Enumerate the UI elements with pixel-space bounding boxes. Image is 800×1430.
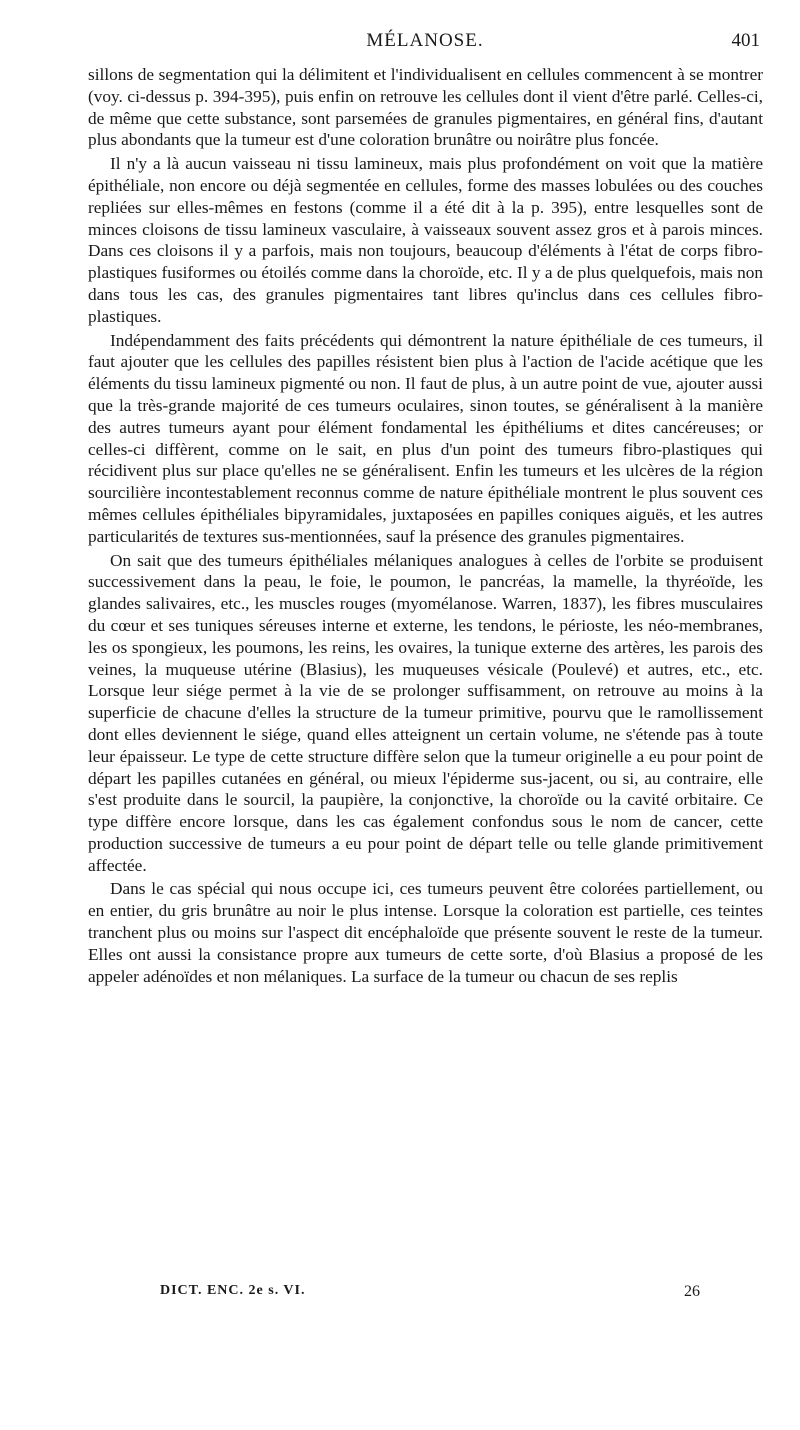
paragraph: On sait que des tumeurs épithéliales mélaniques analogues à celles de l'orbite se produisent successivement dans la peau, le foie, le poumon, le pancréas, la mamelle, la thyréoïde, les glandes salivaires, etc., les muscles rouges (myomélanose. Warren, 1837), les fibres musculaires du cœur et ses tuniques séreuses interne et externe, les tendons, le périoste, les néo-membranes, les os spongieux, les poumons, les reins, les ovaires, la tunique externe des artères, les parois des veines, la muqueuse utérine (Blasius), les muqueuses vésicale (Poulevé) et autres, etc., etc. Lorsque leur siége permet à la vie de se prolonger suffisamment, on retrouve au moins à la superficie de chacune d'elles la structure de la tumeur primitive, pourvu que le ramollissement dont elles deviennent le siége, quand elles atteignent un certain volume, ne s'étende pas à toute leur épaisseur. Le type de cette structure diffère selon que la tumeur originelle a eu pour point de départ les papilles cutanées en général, ou mieux l'épiderme sus-jacent, ou si, au contraire, elle s'est produite dans le sourcil, la paupière, la conjonctive, la choroïde ou la cavité orbitaire. Ce type diffère encore lorsque, dans les cas également confondus sous le nom de cancer, cette production successive de tumeurs a eu pour point de départ telle ou telle glande primitivement affectée. [88,550,763,875]
paragraph: Il n'y a là aucun vaisseau ni tissu lamineux, mais plus profondément on voit que la matière épithéliale, non encore ou déjà segmentée en cellules, forme des masses lobulées ou des couches repliées sur elles-mêmes en festons (comme il a été dit à la p. 395), entre lesquelles sont de minces cloisons de tissu lamineux vasculaire, à vaisseaux souvent assez gros et à parois minces. Dans ces cloisons il y a parfois, mais non toujours, beaucoup d'éléments à l'état de corps fibro-plastiques fusiformes ou étoilés comme dans la choroïde, etc. Il y a de plus quelquefois, mais non dans tous les cas, des granules pigmentaires tant libres qu'inclus dans ces cellules fibro-plastiques. [88,154,763,326]
body-text [88,64,763,1276]
page-footer [160,1283,700,1305]
running-title: MÉLANOSE. [366,30,484,51]
paragraph: Dans le cas spécial qui nous occupe ici, ces tumeurs peuvent être colorées partiellement, ou en entier, du gris brunâtre au noir le plus intense. Lorsque la coloration est partielle, ces teintes tranchent plus ou moins sur l'aspect dit encéphaloïde que présente souvent le reste de la tumeur. Elles ont aussi la consistance propre aux tumeurs de cette sorte, d'où Blasius a proposé de les appeler adénoïdes et non mélaniques. La surface de la tumeur ou chacun de ses replis [88,879,763,986]
printer-signature: DICT. ENC. 2e s. VI. [160,1283,306,1298]
page-number: 401 [731,30,760,51]
paragraph-continuation: sillons de segmentation qui la délimitent et l'individualisent en cellules commencent à se montrer (voy. ci-dessus p. 394-395), puis enfin on retrouve les cellules dont il vient d'être parlé. Celles-ci, de même que cette substance, sont parsemées de granules pigmentaires, en général fins, d'autant plus abondants que la tumeur est d'une coloration brunâtre ou noirâtre plus foncée. [88,65,763,150]
sheet-number: 26 [684,1283,700,1300]
page-header [90,30,760,58]
paragraph: Indépendamment des faits précédents qui démontrent la nature épithéliale de ces tumeurs, il faut ajouter que les cellules des papilles résistent bien plus à l'action de l'acide acétique que les éléments du tissu lamineux pigmenté ou non. Il faut de plus, à un autre point de vue, ajouter aussi que la très-grande majorité de ces tumeurs oculaires, sinon toutes, se généralisent à la manière des autres tumeurs ayant pour élément fondamental les épithéliums et dites cancéreuses; or celles-ci diffèrent, comme on le sait, en plus d'un point des tumeurs fibro-plastiques qui récidivent plus sur place qu'elles ne se généralisent. Enfin les tumeurs et les ulcères de la région sourcilière incontestablement reconnus comme de nature épithéliale montrent le plus souvent ces mêmes cellules épithéliales bipyramidales, juxtaposées en papilles coniques aiguës, et les autres particularités de textures sus-mentionnées, sauf la présence des granules pigmentaires. [88,330,763,546]
